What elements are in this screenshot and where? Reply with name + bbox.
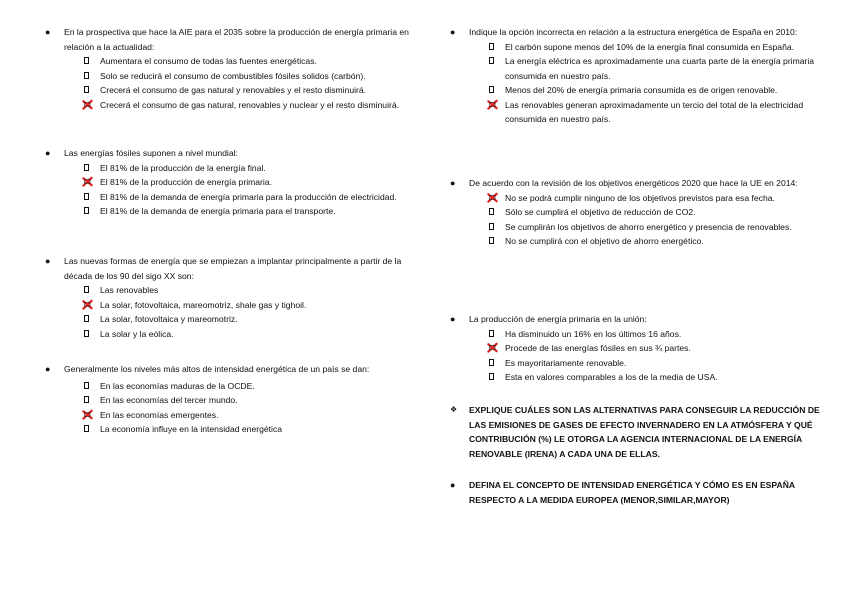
checkbox-icon[interactable] bbox=[84, 57, 89, 64]
option[interactable] bbox=[445, 40, 825, 55]
option-list bbox=[40, 283, 410, 341]
checkbox-icon[interactable] bbox=[489, 43, 494, 50]
bullet-icon: ● bbox=[45, 27, 51, 37]
option[interactable] bbox=[445, 83, 825, 98]
option[interactable] bbox=[445, 356, 825, 371]
question-block bbox=[40, 25, 410, 112]
question-block bbox=[445, 25, 825, 127]
question bbox=[40, 146, 410, 161]
checkbox-icon[interactable] bbox=[489, 359, 494, 366]
question bbox=[445, 25, 825, 40]
option[interactable] bbox=[40, 161, 410, 176]
option-list bbox=[445, 191, 825, 249]
option-text: La solar, fotovoltaica y mareomotriz. bbox=[100, 314, 238, 324]
x-mark-icon[interactable] bbox=[487, 192, 498, 203]
option-text: El 81% de la demanda de energía primaria para la producción de electricidad. bbox=[100, 191, 397, 202]
option-selected[interactable] bbox=[40, 98, 410, 113]
option[interactable] bbox=[40, 312, 410, 327]
bullet-icon: ● bbox=[45, 148, 51, 158]
option-text: La energía eléctrica es aproximadamente una cuarta parte de la energía primaria consumida en nuestro país. bbox=[505, 56, 815, 81]
option[interactable] bbox=[40, 393, 410, 408]
option-selected[interactable] bbox=[40, 298, 410, 313]
question-text: Generalmente los niveles más altos de intensidad energética de un país se dan: bbox=[64, 364, 370, 374]
checkbox-icon[interactable] bbox=[84, 286, 89, 293]
option-text: Aumentara el consumo de todas las fuentes energéticas. bbox=[100, 56, 317, 66]
question bbox=[40, 254, 410, 283]
question-block bbox=[445, 176, 825, 249]
option[interactable] bbox=[40, 83, 410, 98]
option-text: La solar, fotovoltaica, mareomotriz, shale gas y tighoil. bbox=[100, 299, 307, 310]
bullet-icon: ● bbox=[45, 364, 51, 374]
option-text: El 81% de la producción de la energía final. bbox=[100, 162, 266, 173]
checkbox-icon[interactable] bbox=[84, 86, 89, 93]
question bbox=[445, 176, 825, 191]
question bbox=[445, 312, 825, 327]
option[interactable] bbox=[40, 379, 410, 394]
checkbox-icon[interactable] bbox=[84, 315, 89, 322]
bullet-icon: ● bbox=[450, 480, 456, 490]
question-text: De acuerdo con la revisión de los objetivos energéticos 2020 que hace la UE en 2014: bbox=[469, 178, 798, 188]
question-text: Indique la opción incorrecta en relación a la estructura energética de España en 2010: bbox=[469, 27, 798, 37]
option-selected[interactable] bbox=[40, 175, 410, 190]
option[interactable] bbox=[445, 370, 825, 385]
checkbox-icon[interactable] bbox=[489, 330, 494, 337]
option-text: En las economías maduras de la OCDE. bbox=[100, 380, 255, 391]
option-text: En las economías emergentes. bbox=[100, 409, 219, 420]
question-text: Las nuevas formas de energía que se empiezan a implantar principalmente a partir de la década de los 90 del sigo XX son: bbox=[64, 256, 402, 281]
question bbox=[445, 403, 825, 461]
option-text: La economía influye en la intensidad energética bbox=[100, 424, 283, 434]
option-text: En las economías del tercer mundo. bbox=[100, 395, 238, 405]
bullet-icon: ● bbox=[45, 256, 51, 266]
option-text: Solo se reducirá el consumo de combustibles fósiles solidos (carbón). bbox=[100, 70, 366, 81]
x-mark-icon[interactable] bbox=[82, 409, 93, 420]
option-text: Procede de las energías fósiles en sus ¾ partes. bbox=[505, 343, 691, 353]
checkbox-icon[interactable] bbox=[84, 396, 89, 403]
option[interactable] bbox=[40, 327, 410, 342]
checkbox-icon[interactable] bbox=[489, 86, 494, 93]
x-mark-icon[interactable] bbox=[82, 299, 93, 310]
checkbox-icon[interactable] bbox=[84, 193, 89, 200]
option-text: Menos del 20% de energía primaria consumida es de origen renovable. bbox=[505, 85, 778, 95]
option[interactable] bbox=[445, 327, 825, 342]
checkbox-icon[interactable] bbox=[489, 373, 494, 380]
option-text: Se cumplirán los objetivos de ahorro energético y presencia de renovables. bbox=[505, 221, 792, 232]
option[interactable] bbox=[445, 234, 825, 249]
option-list bbox=[40, 161, 410, 219]
x-mark-icon[interactable] bbox=[487, 99, 498, 110]
option-text: Crecerá el consumo de gas natural, renovables y nuclear y el resto disminuirá. bbox=[100, 99, 400, 110]
option-selected[interactable] bbox=[40, 408, 410, 423]
option-text: Las renovables generan aproximadamente un tercio del total de la electricidad consumida en nuestro país. bbox=[505, 99, 804, 124]
option[interactable] bbox=[40, 54, 410, 69]
question-text: Las energías fósiles suponen a nivel mundial: bbox=[64, 148, 238, 158]
option[interactable] bbox=[40, 422, 410, 437]
question bbox=[40, 25, 410, 54]
option[interactable] bbox=[445, 54, 825, 83]
option[interactable] bbox=[445, 220, 825, 235]
question-block bbox=[445, 312, 825, 385]
question-text: En la prospectiva que hace la AIE para el 2035 sobre la producción de energía primaria en relación a la actualidad: bbox=[64, 27, 409, 52]
question-text: La producción de energía primaria en la unión: bbox=[469, 314, 647, 324]
checkbox-icon[interactable] bbox=[84, 425, 89, 432]
checkbox-icon[interactable] bbox=[84, 164, 89, 171]
option-selected[interactable] bbox=[445, 98, 825, 127]
question bbox=[40, 362, 410, 377]
option-text: El carbón supone menos del 10% de la energía final consumida en España. bbox=[505, 41, 795, 52]
bullet-icon: ● bbox=[450, 27, 456, 37]
question-text: EXPLIQUE CUÁLES SON LAS ALTERNATIVAS PARA CONSEGUIR LA REDUCCIÓN DE LAS EMISIONES DE GASES DE EFECTO INVERNADERO EN LA ATMÓSFERA Y QUÉ CONTRIBUCIÓN (%) LE OTORGA LA AGENCIA INTERNACIONAL DE LA ENERGÍA RENOVABLE (IRENA) A CADA UNA DE ELLAS. bbox=[469, 405, 820, 459]
checkbox-icon[interactable] bbox=[84, 72, 89, 79]
question-block bbox=[40, 362, 410, 437]
checkbox-icon[interactable] bbox=[489, 208, 494, 215]
option-text: No se podrá cumplir ninguno de los objetivos previstos para esa fecha. bbox=[505, 192, 775, 203]
x-mark-icon[interactable] bbox=[82, 176, 93, 187]
checkbox-icon[interactable] bbox=[84, 330, 89, 337]
checkbox-icon[interactable] bbox=[84, 207, 89, 214]
question bbox=[445, 478, 825, 507]
option[interactable] bbox=[40, 283, 410, 298]
option-list bbox=[40, 379, 410, 437]
option-list bbox=[445, 40, 825, 127]
option-selected[interactable] bbox=[445, 191, 825, 206]
option-list bbox=[40, 54, 410, 112]
diamond-bullet-icon: ❖ bbox=[450, 405, 458, 414]
checkbox-icon[interactable] bbox=[489, 237, 494, 244]
option[interactable] bbox=[40, 204, 410, 219]
option-text: El 81% de la producción de energía primaria. bbox=[100, 177, 272, 187]
option-text: Sólo se cumplirá el objetivo de reducción de CO2. bbox=[505, 207, 696, 217]
checkbox-icon[interactable] bbox=[489, 57, 494, 64]
question-block bbox=[40, 254, 410, 341]
option-text: Las renovables bbox=[100, 285, 159, 295]
option-text: La solar y la eólica. bbox=[100, 328, 174, 339]
option-list bbox=[445, 327, 825, 385]
option-text: Crecerá el consumo de gas natural y renovables y el resto disminuirá. bbox=[100, 85, 367, 95]
question-block bbox=[40, 146, 410, 219]
option-text: Ha disminuido un 16% en los últimos 16 años. bbox=[505, 328, 682, 339]
open-question bbox=[445, 403, 825, 461]
option[interactable] bbox=[445, 205, 825, 220]
option-text: Esta en valores comparables a los de la media de USA. bbox=[505, 372, 718, 382]
checkbox-icon[interactable] bbox=[489, 223, 494, 230]
bullet-icon: ● bbox=[450, 178, 456, 188]
option[interactable] bbox=[40, 69, 410, 84]
option-text: El 81% de la demanda de energía primaria para el transporte. bbox=[100, 206, 336, 216]
x-mark-icon[interactable] bbox=[82, 99, 93, 110]
bullet-icon: ● bbox=[450, 314, 456, 324]
open-question bbox=[445, 478, 825, 507]
option-text: No se cumplirá con el objetivo de ahorro energético. bbox=[505, 236, 704, 246]
question-text: DEFINA EL CONCEPTO DE INTENSIDAD ENERGÉTICA Y CÓMO ES EN ESPAÑA RESPECTO A LA MEDIDA EUROPEA (MENOR,SIMILAR,MAYOR) bbox=[469, 480, 795, 505]
option-selected[interactable] bbox=[445, 341, 825, 356]
checkbox-icon[interactable] bbox=[84, 382, 89, 389]
x-mark-icon[interactable] bbox=[487, 342, 498, 353]
option-text: Es mayoritariamente renovable. bbox=[505, 357, 627, 368]
option[interactable] bbox=[40, 190, 410, 205]
